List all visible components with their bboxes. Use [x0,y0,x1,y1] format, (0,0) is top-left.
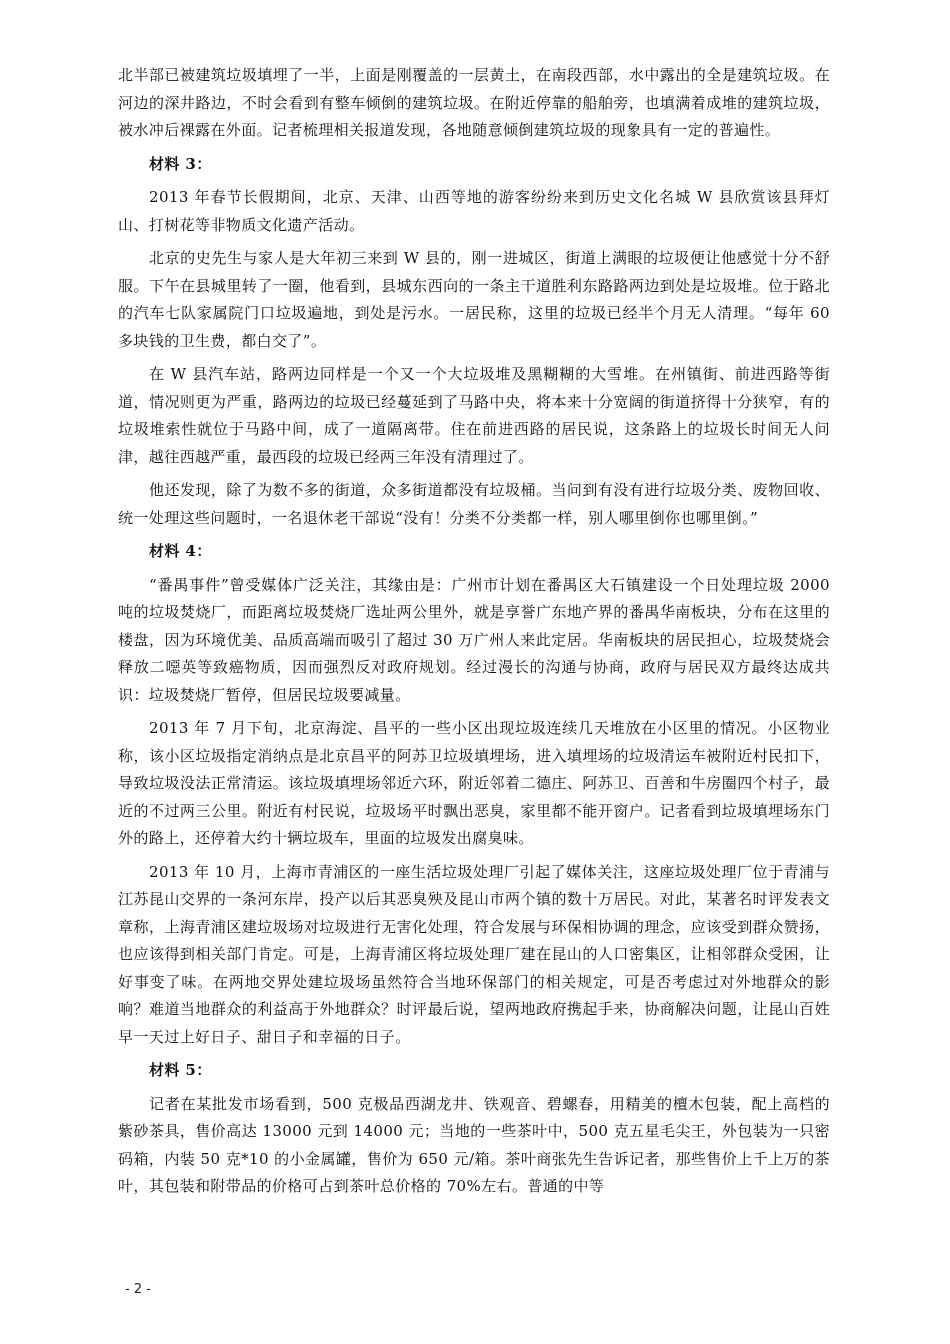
heading-material-4: 材料 4： [149,542,212,560]
paragraph-beijing-landfill: 2013 年 7 月下旬，北京海淀、昌平的一些小区出现垃圾连续几天堆放在小区里的情况。小区物业称，该小区垃圾指定消纳点是北京昌平的阿苏卫垃圾填埋场，进入填埋场的垃圾清运车被附近村民扣下，导致垃圾没法正常清运。该垃圾填埋场邻近六环，附近邻着二德庄、阿苏卫、百善和牛房圈四个村子，最近的不过两三公里。附近有村民说，垃圾场平时飘出恶臭，家里都不能开窗户。记者看到垃圾填埋场东门外的路上，还停着大约十辆垃圾车，里面的垃圾发出腐臭味。 [118,719,830,847]
paragraph-panyu-incident: “番禺事件”曾受媒体广泛关注，其缘由是：广州市计划在番禺区大石镇建设一个日处理垃圾 2000 吨的垃圾焚烧厂，而距离垃圾焚烧厂选址两公里外，就是享誉广东地产界的番禺华南板块，分布在这里的楼盘，因为环境优美、品质高端而吸引了超过 30 万广州人来此定居。华南板块的居民担心，垃圾焚烧会释放二噁英等致癌物质，因而强烈反对政府规划。经过漫长的沟通与协商，政府与居民双方最终达成共识：垃圾焚烧厂暂停，但居民垃圾要减量。 [118,575,830,704]
page-number: - 2 - [125,1282,151,1297]
paragraph-tea-packaging: 记者在某批发市场看到，500 克极品西湖龙井、铁观音、碧螺春，用精美的檀木包装，配上高档的紫砂茶具，售价高达 13000 元到 14000 元；当地的一些茶叶中，500 克五星毛尖王，外包装为一只密码箱，内装 50 克*10 的小金属罐，售价为 650 元/箱。茶叶商张先生告诉记者，那些售价上千上万的茶叶，其包装和附带品的价格可占到茶叶总价格的 70%左右。普通的中等 [118,1094,830,1195]
document-body [118,62,830,1201]
paragraph-mr-shi: 北京的史先生与家人是大年初三来到 W 县的，刚一进城区，街道上满眼的垃圾便让他感觉十分不舒服。下午在县城里转了一圈，他看到，县城东西向的一条主干道胜利东路路两边到处是垃圾堆。位于路北的汽车七队家属院门口垃圾遍地，到处是污水。一居民称，这里的垃圾已经半个月无人清理。“每年 60 多块钱的卫生费，都白交了”。 [118,249,830,350]
paragraph-material2-continuation: 北半部已被建筑垃圾填埋了一半，上面是刚覆盖的一层黄土，在南段西部，水中露出的全是建筑垃圾。在河边的深井路边，不时会看到有整车倾倒的建筑垃圾。在附近停靠的船舶旁，也填满着成堆的建筑垃圾，被水冲后裸露在外面。记者梳理相关报道发现，各地随意倾倒建筑垃圾的现象具有一定的普遍性。 [118,66,830,139]
paragraph-no-bins: 他还发现，除了为数不多的街道，众多街道都没有垃圾桶。当问到有没有进行垃圾分类、废物回收、统一处理这些问题时，一名退休老干部说“没有！分类不分类都一样，别人哪里倒你也哪里倒。” [118,481,830,527]
heading-material-5: 材料 5： [149,1061,212,1079]
paragraph-bus-station: 在 W 县汽车站，路两边同样是一个又一个大垃圾堆及黑糊糊的大雪堆。在州镇街、前进西路等街道，情况则更为严重，路两边的垃圾已经蔓延到了马路中央，将本来十分宽阔的街道挤得十分狭窄，有的垃圾堆索性就位于马路中间，成了一道隔离带。住在前进西路的居民说，这条路上的垃圾长时间无人问津，越往西越严重，最西段的垃圾已经两三年没有清理过了。 [118,365,830,466]
heading-material-3: 材料 3： [149,154,212,173]
paragraph-shanghai-qingpu: 2013 年 10 月，上海市青浦区的一座生活垃圾处理厂引起了媒体关注，这座垃圾处理厂位于青浦与江苏昆山交界的一条河东岸，投产以后其恶臭殃及昆山市两个镇的数十万居民。对此，某著名时评发表文章称，上海青浦区建垃圾场对垃圾进行无害化处理，符合发展与环保相协调的理念，应该受到群众赞扬，也应该得到相关部门肯定。可是，上海青浦区将垃圾处理厂建在昆山的人口密集区，让相邻群众受困，让好事变了味。在两地交界处建垃圾场虽然符合当地环保部门的相关规定，可是否考虑过对外地群众的影响？难道当地群众的利益高于外地群众？时评最后说，望两地政府携起手来，协商解决问题，让昆山百姓早一天过上好日子、甜日子和幸福的日子。 [118,862,830,1046]
paragraph-spring-festival: 2013 年春节长假期间，北京、天津、山西等地的游客纷纷来到历史文化名城 W 县欣赏该县拜灯山、打树花等非物质文化遗产活动。 [118,188,830,234]
